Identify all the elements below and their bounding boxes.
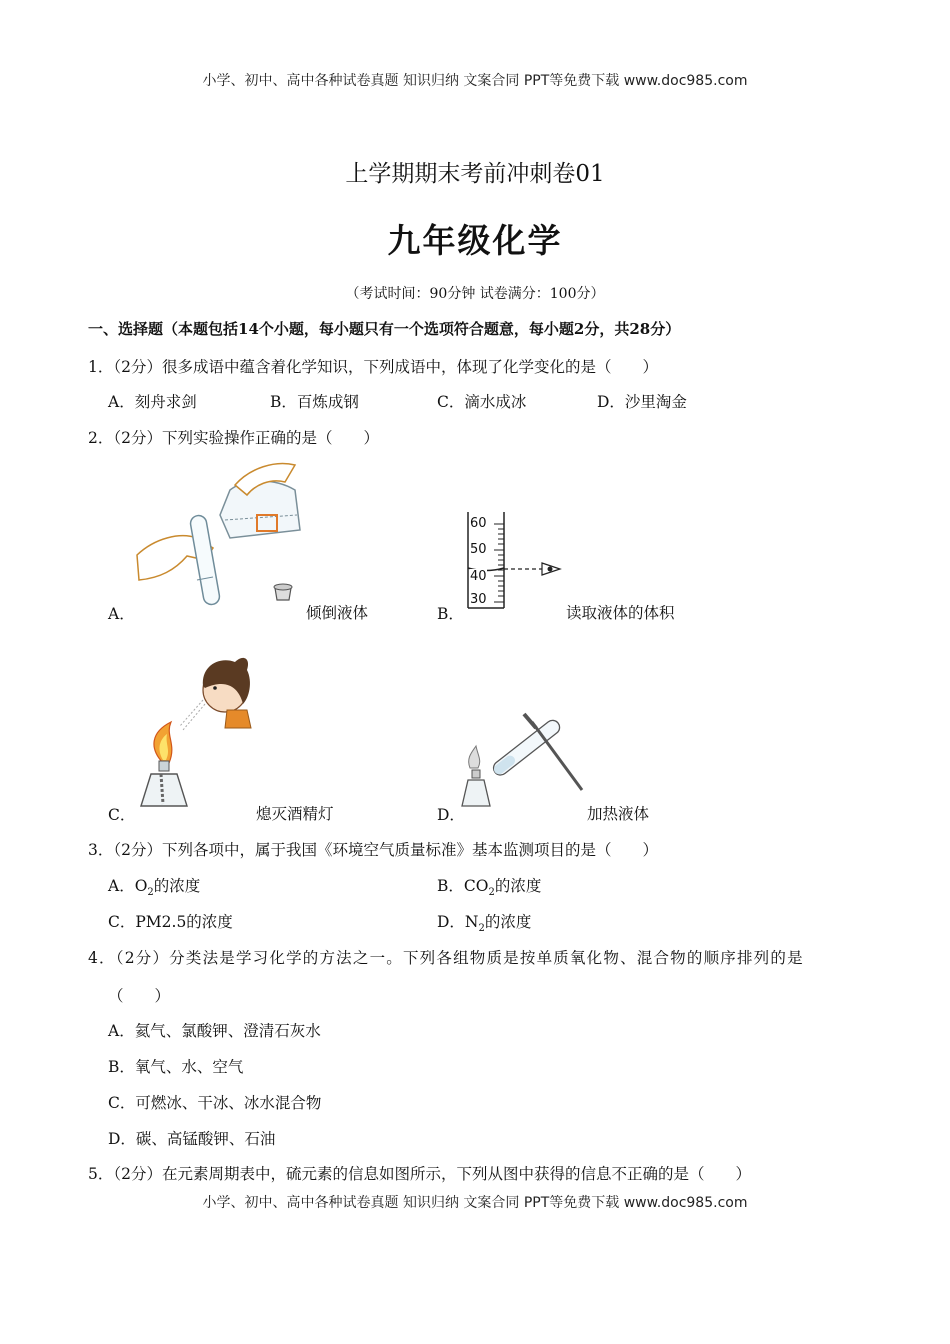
q1-option-d: D．沙里淘金 <box>597 393 687 411</box>
q1-option-a: A．刻舟求剑 <box>108 393 197 411</box>
heating-test-tube-illustration <box>462 700 592 812</box>
q3-option-a: A．$O_2$的浓度 <box>108 877 201 899</box>
cylinder-tick-50: 50 <box>470 542 487 557</box>
question-4-paren: （ ） <box>108 987 171 1005</box>
q2-option-b-letter: B． <box>437 605 464 623</box>
q2-option-a-caption: 倾倒液体 <box>306 604 369 622</box>
pouring-liquid-illustration <box>135 460 310 610</box>
q3-option-c: C．PM2.5的浓度 <box>108 913 233 931</box>
question-3-stem: 3．（2分）下列各项中，属于我国《环境空气质量标准》基本监测项目的是（ ） <box>88 841 658 859</box>
q2-option-d-caption: 加热液体 <box>587 805 650 823</box>
q3-option-b: B．$CO_2$的浓度 <box>437 877 542 899</box>
q1-option-c: C．滴水成冰 <box>437 393 527 411</box>
q2-option-d-letter: D． <box>437 806 465 824</box>
q4-option-c: C．可燃冰、干冰、冰水混合物 <box>108 1094 322 1112</box>
question-2-stem: 2．（2分）下列实验操作正确的是（ ） <box>88 429 379 447</box>
exam-subtitle: 上学期期末考前冲刺卷01 <box>345 161 605 187</box>
q2-option-c-letter: C． <box>108 806 136 824</box>
q4-option-d: D．碳、高锰酸钾、石油 <box>108 1130 276 1148</box>
q2-option-c-caption: 熄灭酒精灯 <box>256 805 334 823</box>
cylinder-tick-60: 60 <box>470 516 487 531</box>
q1-option-b: B．百炼成钢 <box>270 393 359 411</box>
cylinder-tick-30: 30 <box>470 592 487 607</box>
cylinder-tick-40: 40 <box>470 569 487 584</box>
exam-meta: （考试时间：90分钟 试卷满分：100分） <box>345 286 605 302</box>
question-4-stem: 4．（2分）分类法是学习化学的方法之一。下列各组物质是按单质氧化物、混合物的顺序排列的是 <box>88 949 804 967</box>
q3-option-d: D．$N_2$的浓度 <box>437 913 532 935</box>
page-header: 小学、初中、高中各种试卷真题 知识归纳 文案合同 PPT等免费下载 www.doc985.com <box>202 73 748 89</box>
question-5-stem: 5．（2分）在元素周期表中，硫元素的信息如图所示，下列从图中获得的信息不正确的是（ ） <box>88 1165 751 1183</box>
section-heading: 一、选择题（本题包括14个小题，每小题只有一个选项符合题意，每小题2分，共28分） <box>88 320 681 338</box>
page-footer: 小学、初中、高中各种试卷真题 知识归纳 文案合同 PPT等免费下载 www.doc985.com <box>202 1195 748 1211</box>
q4-option-b: B．氧气、水、空气 <box>108 1058 244 1076</box>
q2-option-a-letter: A． <box>108 605 135 623</box>
exam-title: 九年级化学 <box>387 221 563 260</box>
question-1-stem: 1．（2分）很多成语中蕴含着化学知识，下列成语中，体现了化学变化的是（ ） <box>88 358 658 376</box>
q4-option-a: A．氦气、氯酸钾、澄清石灰水 <box>108 1022 321 1040</box>
alcohol-lamp-blowing-illustration <box>135 648 255 813</box>
q2-option-b-caption: 读取液体的体积 <box>566 604 675 622</box>
